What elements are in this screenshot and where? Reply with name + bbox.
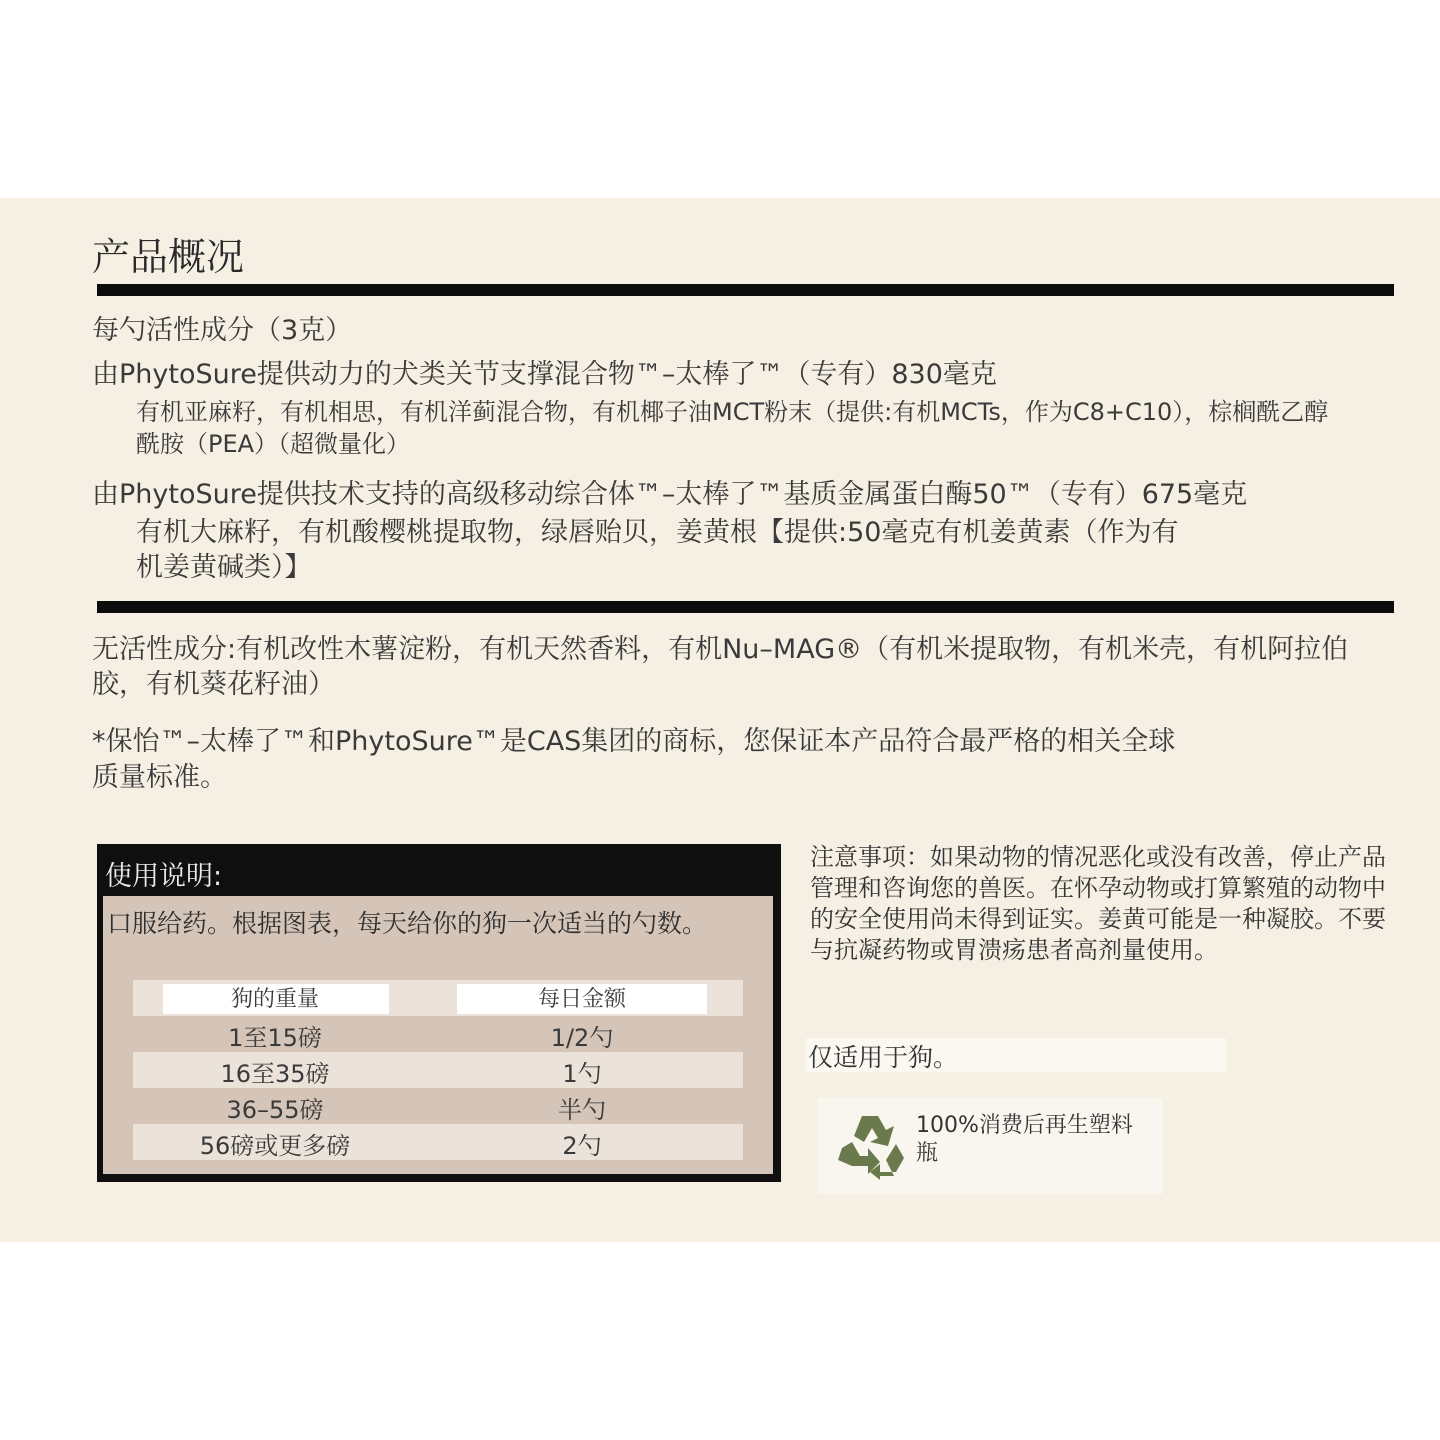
bottom-divider bbox=[97, 601, 1394, 613]
page-title: 产品概况 bbox=[92, 235, 245, 279]
dose-table-header bbox=[133, 980, 743, 1016]
row-weight: 1至15磅 bbox=[228, 1024, 322, 1052]
row-weight: 16至35磅 bbox=[220, 1060, 330, 1088]
row-amount: 2勺 bbox=[562, 1132, 602, 1160]
table-row bbox=[133, 1088, 743, 1124]
directions-text: 口服给药。根据图表，每天给你的狗一次适当的勺数。 bbox=[107, 909, 708, 938]
serving-label: 每勺活性成分（3克） bbox=[92, 315, 353, 346]
row-amount: 半勺 bbox=[558, 1096, 606, 1124]
top-divider bbox=[97, 284, 1394, 296]
col-header-weight: 狗的重量 bbox=[230, 987, 319, 1012]
blend2-ingredients: 有机大麻籽，有机酸樱桃提取物，绿唇贻贝，姜黄根【提供:50毫克有机姜黄素（作为有机姜黄碱类）】 bbox=[136, 517, 1179, 583]
caution-text: 注意事项：如果动物的情况恶化或没有改善，停止产品管理和咨询您的兽医。在怀孕动物或打算繁殖的动物中的安全使用尚未得到证实。姜黄可能是一种凝胶。不要与抗凝药物或胃溃疡患者高剂量使用。 bbox=[810, 843, 1386, 964]
dogs-only-text: 仅适用于狗。 bbox=[808, 1043, 959, 1072]
table-row bbox=[133, 1016, 743, 1052]
row-weight: 56磅或更多磅 bbox=[199, 1132, 351, 1160]
blend1-ingredients: 有机亚麻籽，有机相思，有机洋蓟混合物，有机椰子油MCT粉末（提供:有机MCTs，作为C8+C10），棕榈酰乙醇酰胺（PEA）（超微量化） bbox=[136, 398, 1329, 458]
recycle-text: 100%消费后再生塑料瓶 bbox=[916, 1113, 1133, 1166]
row-weight: 36–55磅 bbox=[226, 1096, 324, 1124]
trademark-note: *保怡™–太棒了™和PhytoSure™是CAS集团的商标，您保证本产品符合最严格的相关全球质量标准。 bbox=[92, 726, 1176, 793]
row-amount: 1勺 bbox=[562, 1060, 602, 1088]
col-header-amount: 每日金额 bbox=[537, 987, 626, 1012]
inactive-ingredients: 无活性成分:有机改性木薯淀粉，有机天然香料，有机Nu–MAG®（有机米提取物，有机米壳，有机阿拉伯胶，有机葵花籽油） bbox=[92, 634, 1349, 700]
directions-heading: 使用说明: bbox=[105, 861, 223, 892]
directions-content bbox=[103, 896, 773, 1174]
directions-box bbox=[97, 844, 781, 1182]
recycle-icon bbox=[832, 1106, 912, 1186]
table-row bbox=[133, 1124, 743, 1160]
blend2-name: 由PhytoSure提供技术支持的高级移动综合体™–太棒了™基质金属蛋白酶50™（专有）675毫克 bbox=[92, 479, 1248, 510]
blend1-name: 由PhytoSure提供动力的犬类关节支撑混合物™–太棒了™（专有）830毫克 bbox=[92, 359, 997, 390]
row-amount: 1/2勺 bbox=[550, 1024, 614, 1052]
table-row bbox=[133, 1052, 743, 1088]
